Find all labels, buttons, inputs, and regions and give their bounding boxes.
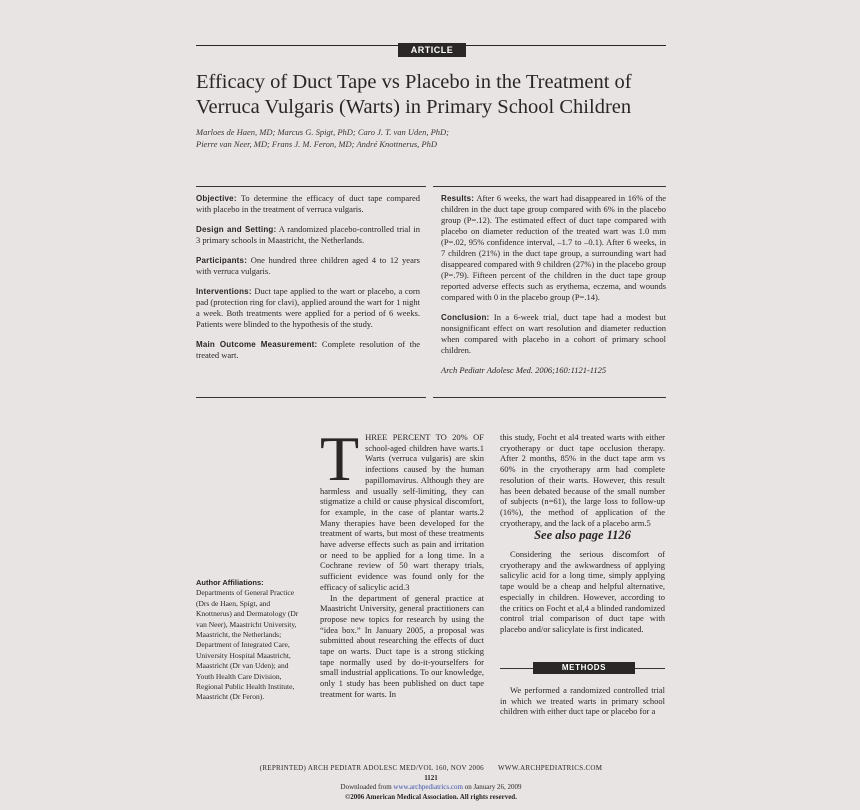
abstract-design: Design and Setting: A randomized placebo-controlled trial in 3 primary schools in Maastricht, the Netherlands. — [196, 224, 420, 245]
body-column-2 — [500, 432, 665, 528]
body-column-2-methods — [500, 685, 665, 717]
affiliations-text: Departments of General Practice (Drs de Haen, Spigt, and Knottnerus) and Dermatology (Dr van Neer), Maastricht University, Maastricht, the Netherlands; Department of Integrated Care, University Hospital Maastricht, Maastricht (Dr van Uden); and Youth Health Care Division, Regional Public Health Institute, Maastricht (Dr Feron). — [196, 588, 299, 702]
abstract-conclusion: Conclusion: In a 6-week trial, duct tape had a modest but nonsignificant effect on wart resolution and diameter reduction when compared with placebo in a cohort of primary school children. — [441, 312, 666, 355]
author-line-1: Marloes de Haen, MD; Marcus G. Spigt, PhD; Caro J. T. van Uden, PhD; — [196, 127, 449, 137]
article-title: Efficacy of Duct Tape vs Placebo in the Treatment of Verruca Vulgaris (Warts) in Primary School Children — [196, 71, 632, 118]
abstract-rule-left — [196, 186, 426, 187]
body-paragraph-2: In the department of general practice at Maastricht University, general practitioners can propose new topics for research by using the “idea box.” In January 2005, a proposal was submitted about researching the effects of duct tape on warts. Duct tape is a strong sticking tape normally used by do-it-yourselfers for small industrial applications. To our knowledge, only 1 study has been published on duct tape treatment for warts. In — [320, 592, 484, 699]
methods-paragraph: We performed a randomized controlled trial in which we treated warts in primary school children with either duct tape or placebo for a — [500, 685, 665, 717]
abstract-participants: Participants: One hundred three children aged 4 to 12 years with verruca vulgaris. — [196, 255, 420, 276]
abstract-citation: Arch Pediatr Adolesc Med. 2006;160:1121-1125 — [441, 365, 607, 375]
abstract-outcome: Main Outcome Measurement: Complete resolution of the treated wart. — [196, 339, 421, 360]
drop-cap: T — [320, 423, 360, 494]
abstract-right-column — [441, 193, 666, 385]
author-list — [196, 126, 666, 150]
page-footer — [196, 764, 666, 802]
abstract-rule-right — [433, 186, 666, 187]
lead-caps: HREE PERCENT TO 20% OF — [365, 432, 484, 442]
author-line-2: Pierre van Neer, MD; Frans J. M. Feron, MD; André Knottnerus, PhD — [196, 139, 437, 149]
methods-heading: METHODS — [533, 662, 635, 674]
article-badge: ARTICLE — [398, 43, 466, 57]
abstract-bottom-rule-left — [196, 397, 426, 398]
body-column-1 — [320, 423, 484, 700]
footer-copyright: ©2006 American Medical Association. All rights reserved. — [345, 792, 517, 801]
abstract-left-column — [196, 193, 420, 370]
footer-journal-line: (REPRINTED) ARCH PEDIATR ADOLESC MED/VOL 160, NOV 2006 WWW.ARCHPEDIATRICS.COM — [259, 764, 603, 772]
abstract-objective: Objective: To determine the efficacy of duct tape compared with placebo in the treatment of verruca vulgaris. — [196, 193, 420, 214]
body-column-2-lower — [500, 549, 665, 635]
affiliations-heading: Author Affiliations: — [196, 578, 264, 587]
footer-download-line: Downloaded from www.archpediatrics.com on January 26, 2009 — [340, 783, 522, 791]
abstract-interventions: Interventions: Duct tape applied to the wart or placebo, a corn pad (protection ring for clavi), applied around the wart for 1 night a week. Both treatments were applied for a period of 6 weeks. Patients were blinded to the hypothesis of the study. — [196, 286, 421, 329]
intro-paragraph: T HREE PERCENT TO 20% OF school-aged children have warts.1 Warts (verruca vulgaris) are skin infections caused by the human papillomavirus. Although they are harmless and usually self-limiting, they can stigmatize a child or cause physical discomfort, for example, in the case of plantar warts.2 Many therapies have been developed for the treatment of warts, but most of these treatments have adverse effects such as pain and irritation or need to be applied for a long time. In a Cochrane review of 50 wart therapy trials, sufficient evidence was found only for the efficacy of salicylic acid.3 — [320, 423, 484, 592]
abstract-results: Results: After 6 weeks, the wart had disappeared in 16% of the children in the duct tape group compared with 6% in the placebo group (P=.12). The estimated effect of duct tape compared with placebo on diameter reduction of the treated wart was 1.0 mm (P=.02, 95% confidence interval, –1.7 to –0.1). After 6 weeks, in 7 children (21%) in the duct tape group, a surrounding wart had disappeared compared with 9 children (27%) in the placebo group (P=.79). Fifteen percent of the children in the duct tape group reported adverse effects such as erythema, eczema, and wounds compared with 0 in the placebo group (P=.14). — [441, 193, 667, 302]
abstract-bottom-rule-right — [433, 397, 666, 398]
body-paragraph-4: Considering the serious discomfort of cryotherapy and the awkwardness of applying salicylic acid for a long time, simply applying tape would be a cheap and helpful alternative, especially in children. However, according to the critics on Focht et al,4 a blinded randomized control trial comparison of duct tape with placebo and/or salicylate is first indicated. — [500, 549, 665, 634]
see-also-link[interactable]: See also page 1126 — [534, 528, 631, 542]
footer-page-number: 1121 — [424, 773, 438, 782]
download-site-link[interactable]: www.archpediatrics.com — [393, 783, 463, 791]
author-affiliations — [196, 578, 302, 703]
body-paragraph-3: this study, Focht et al4 treated warts with either cryotherapy or duct tape occlusion therapy. After 2 months, 85% in the duct tape arm vs 60% in the cryotherapy arm had complete resolution of their warts. However, this result has been debated because of the small number of subjects (n=61), the large loss to follow-up (16%), the method of application of the cryotherapy, and the lack of a placebo arm.5 — [500, 432, 665, 528]
